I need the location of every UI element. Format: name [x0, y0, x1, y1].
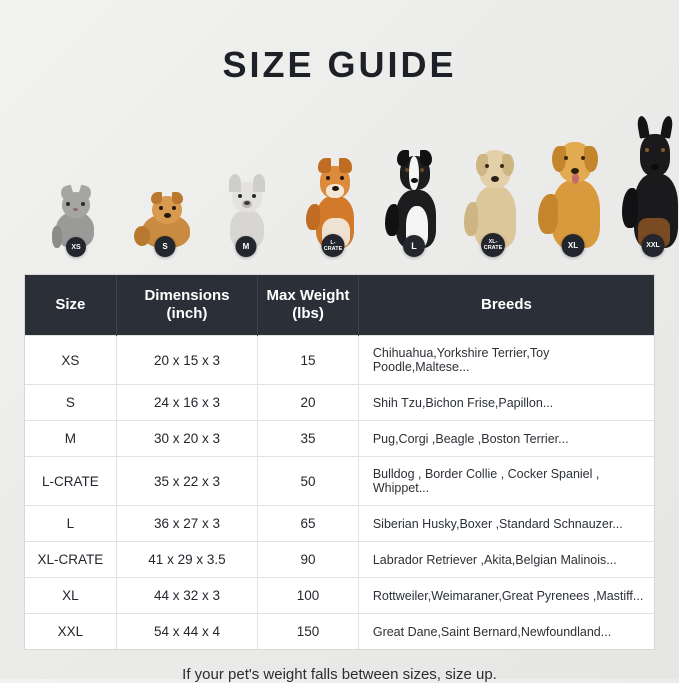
cell-breeds: Great Dane,Saint Bernard,Newfoundland...: [358, 614, 654, 650]
cell-max-weight: 35: [258, 421, 359, 457]
table-body: [25, 336, 654, 650]
pet-figure-m: [218, 178, 274, 251]
cell-max-weight: 150: [258, 614, 359, 650]
pet-figure-xl-crate: [460, 144, 526, 251]
cell-size: L: [25, 506, 116, 542]
table-row: [25, 506, 654, 542]
size-badge-s: S: [155, 236, 176, 257]
header-dimensions-line1: Dimensions: [144, 287, 230, 304]
pet-figure-s: [134, 192, 196, 251]
cell-max-weight: 90: [258, 542, 359, 578]
header-breeds: [358, 275, 654, 336]
header-max-weight-line1: Max Weight: [266, 287, 350, 304]
header-max-weight-line2: (lbs): [292, 305, 324, 322]
size-table-container: [24, 274, 655, 650]
header-breeds-line1: Breeds: [480, 296, 532, 313]
header-max-weight: [258, 275, 359, 336]
cell-breeds: Pug,Corgi ,Beagle ,Boston Terrier...: [358, 421, 654, 457]
pet-figure-l: [382, 148, 446, 251]
size-up-note: If your pet's weight falls between sizes, size up.: [182, 666, 497, 683]
table-row: [25, 614, 654, 650]
size-badge-m: M: [236, 236, 257, 257]
pet-figure-xxl: [618, 126, 679, 248]
cell-size: XL: [25, 578, 116, 614]
pet-figure-xs: [48, 186, 104, 251]
cell-max-weight: 65: [258, 506, 359, 542]
cell-dimensions: 54 x 44 x 4: [116, 614, 258, 650]
size-badge-xl: XL: [562, 234, 585, 257]
cell-dimensions: 20 x 15 x 3: [116, 336, 258, 385]
cell-dimensions: 24 x 16 x 3: [116, 385, 258, 421]
cell-max-weight: 20: [258, 385, 359, 421]
cell-breeds: Shih Tzu,Bichon Frise,Papillon...: [358, 385, 654, 421]
cell-breeds: Rottweiler,Weimaraner,Great Pyrenees ,Mastiff...: [358, 578, 654, 614]
size-badge-l: L: [403, 235, 425, 257]
header-size-line1: Size: [55, 296, 86, 313]
table-header: [25, 275, 654, 336]
pet-figure-l-crate: [302, 156, 364, 252]
cell-breeds: Chihuahua,Yorkshire Terrier,Toy Poodle,Maltese...: [358, 336, 654, 385]
cell-size: L-CRATE: [25, 457, 116, 506]
header-dimensions-line2: (inch): [166, 305, 208, 322]
pet-figure-xl: [536, 136, 610, 248]
cell-size: XS: [25, 336, 116, 385]
cell-dimensions: 35 x 22 x 3: [116, 457, 258, 506]
cell-dimensions: 36 x 27 x 3: [116, 506, 258, 542]
size-badge-xl-crate: XL-CRATE: [481, 233, 505, 257]
cell-breeds: Bulldog , Border Collie , Cocker Spaniel , Whippet...: [358, 457, 654, 506]
table-row: [25, 336, 654, 385]
cell-max-weight: 50: [258, 457, 359, 506]
cell-breeds: Labrador Retriever ,Akita,Belgian Malinois...: [358, 542, 654, 578]
header-size: [25, 275, 116, 336]
cell-dimensions: 44 x 32 x 3: [116, 578, 258, 614]
size-table: [25, 275, 654, 649]
cell-dimensions: 41 x 29 x 3.5: [116, 542, 258, 578]
cell-size: XXL: [25, 614, 116, 650]
cell-size: M: [25, 421, 116, 457]
page-title: SIZE GUIDE: [222, 44, 457, 85]
size-badge-xxl: XXL: [642, 234, 665, 257]
table-row: [25, 542, 654, 578]
table-row: [25, 457, 654, 506]
cell-max-weight: 15: [258, 336, 359, 385]
table-header-row: [25, 275, 654, 336]
table-row: [25, 385, 654, 421]
cell-size: XL-CRATE: [25, 542, 116, 578]
header-dimensions: [116, 275, 258, 336]
cell-dimensions: 30 x 20 x 3: [116, 421, 258, 457]
cell-breeds: Siberian Husky,Boxer ,Standard Schnauzer...: [358, 506, 654, 542]
pet-lineup: [30, 108, 660, 252]
size-badge-xs: XS: [66, 237, 86, 257]
table-row: [25, 421, 654, 457]
cell-max-weight: 100: [258, 578, 359, 614]
size-badge-l-crate: L-CRATE: [322, 234, 345, 257]
cell-size: S: [25, 385, 116, 421]
table-row: [25, 578, 654, 614]
